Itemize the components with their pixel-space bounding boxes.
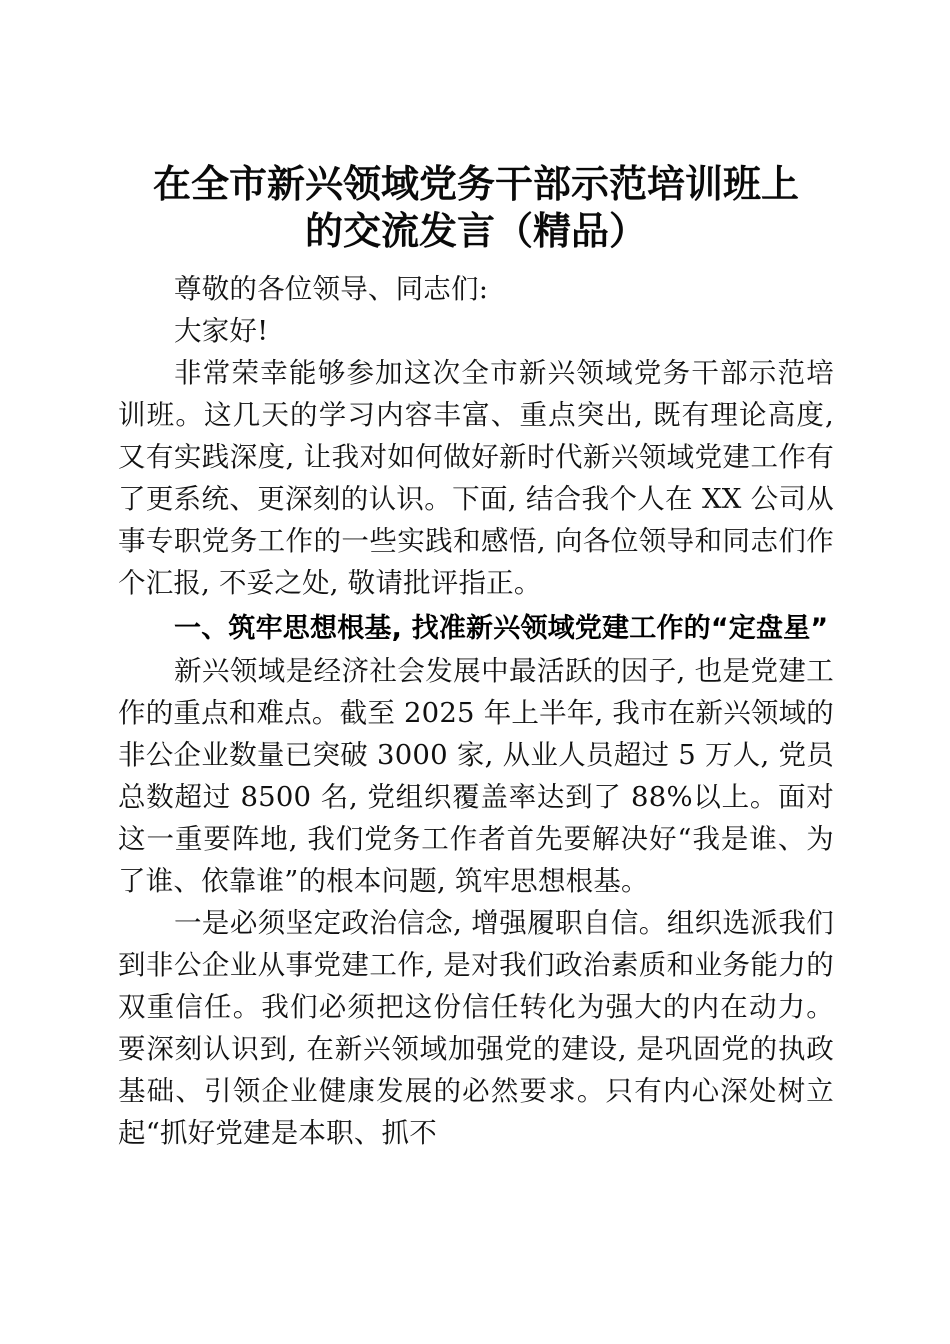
paragraph-section-1-p1: 新兴领域是经济社会发展中最活跃的因子, 也是党建工作的重点和难点。截至 2025 年上半年, 我市在新兴领域的非公企业数量已突破 3000 家, 从业人员超过 5 万人, 党员总数超过 8500 名, 党组织覆盖率达到了 88%以上。面对这一重要阵地, 我们党务工作者首先要解决好“我是谁、为了谁、依靠谁”的根本问题, 筑牢思想根基。 — [118, 655, 834, 897]
page-title — [118, 160, 834, 254]
page-title-line-2: 的交流发言（精品） — [304, 208, 647, 253]
page-title-line-1: 在全市新兴领域党务干部示范培训班上 — [152, 161, 799, 206]
greeting-line: 大家好! — [174, 315, 269, 347]
document-content — [118, 160, 834, 1154]
section-heading-1: 一、筑牢思想根基, 找准新兴领域党建工作的“定盘星” — [174, 613, 829, 644]
paragraph-section-1-p2: 一是必须坚定政治信念, 增强履职自信。组织选派我们到非公企业从事党建工作, 是对我们政治素质和业务能力的双重信任。我们必须把这份信任转化为强大的内在动力。要深刻认识到, 在新兴领域加强党的建设, 是巩固党的执政基础、引领企业健康发展的必然要求。只有内心深处树立起“抓好党建是本职、抓不 — [118, 907, 834, 1149]
salutation-line: 尊敬的各位领导、同志们: — [174, 273, 489, 305]
paragraph-intro: 非常荣幸能够参加这次全市新兴领域党务干部示范培训班。这几天的学习内容丰富、重点突出, 既有理论高度, 又有实践深度, 让我对如何做好新时代新兴领域党建工作有了更系统、更深刻的认识。下面, 结合我个人在 XX 公司从事专职党务工作的一些实践和感悟, 向各位领导和同志们作个汇报, 不妥之处, 敬请批评指正。 — [118, 357, 834, 599]
